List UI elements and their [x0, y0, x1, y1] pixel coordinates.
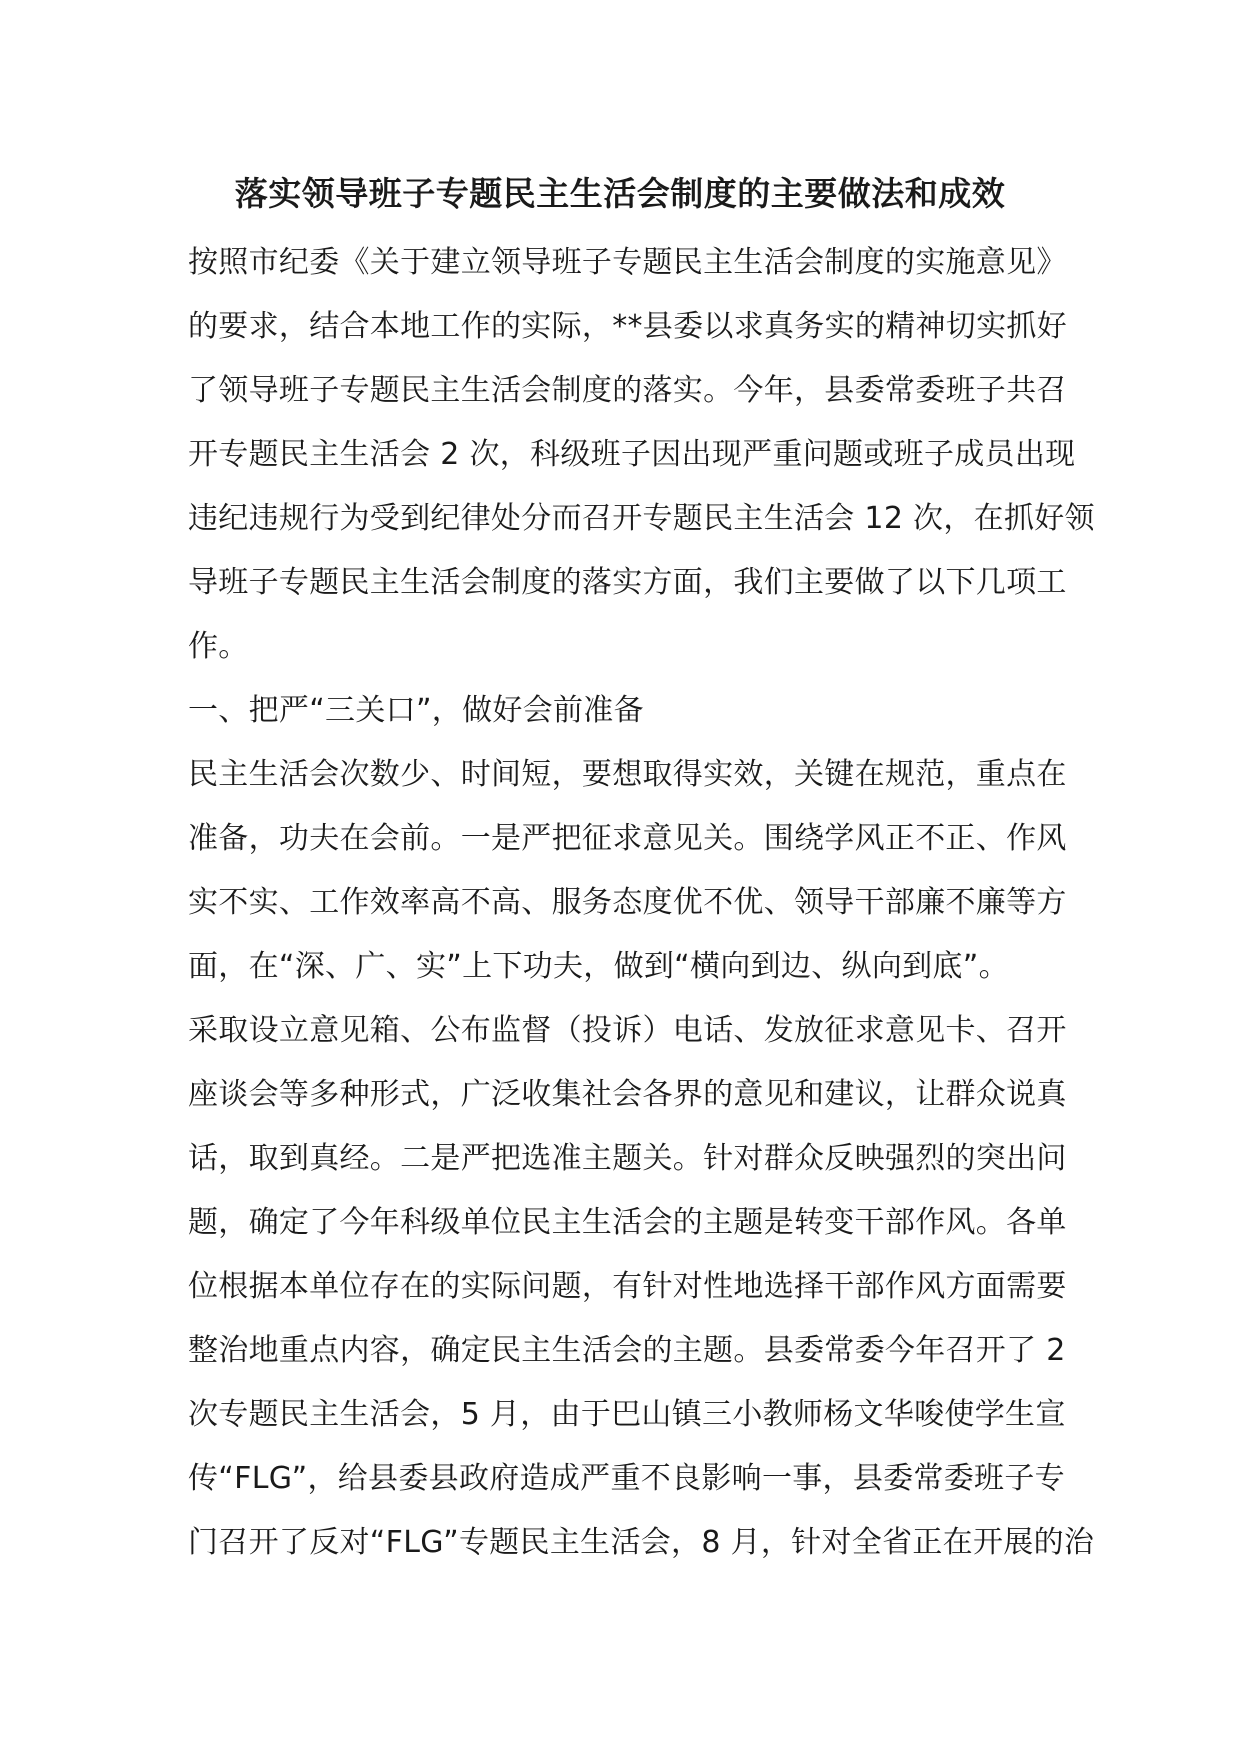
- body-line: 次专题民主生活会，5 月，由于巴山镇三小教师杨文华唆使学生宣: [188, 1397, 1066, 1432]
- body-line: 传“FLG”，给县委县政府造成严重不良影响一事，县委常委班子专: [188, 1461, 1065, 1496]
- body-line: 门召开了反对“FLG”专题民主生活会，8 月，针对全省正在开展的治: [188, 1525, 1095, 1560]
- body-line: 开专题民主生活会 2 次，科级班子因出现严重问题或班子成员出现: [188, 437, 1076, 472]
- body-line: 话，取到真经。二是严把选准主题关。针对群众反映强烈的突出问: [188, 1141, 1067, 1176]
- body-line: 整治地重点内容，确定民主生活会的主题。县委常委今年召开了 2: [188, 1333, 1066, 1368]
- body-line: 的要求，结合本地工作的实际，**县委以求真务实的精神切实抓好: [188, 309, 1067, 344]
- body-line: 作。: [188, 629, 249, 664]
- document-title: 落实领导班子专题民主生活会制度的主要做法和成效: [234, 174, 1006, 213]
- section-heading: 一、把严“三关口”，做好会前准备: [188, 693, 644, 728]
- body-line: 导班子专题民主生活会制度的落实方面，我们主要做了以下几项工: [188, 565, 1067, 600]
- body-line: 采取设立意见箱、公布监督（投诉）电话、发放征求意见卡、召开: [188, 1013, 1067, 1048]
- body-line: 了领导班子专题民主生活会制度的落实。今年，县委常委班子共召: [188, 373, 1067, 408]
- body-line: 按照市纪委《关于建立领导班子专题民主生活会制度的实施意见》: [188, 245, 1067, 280]
- body-line: 面，在“深、广、实”上下功夫，做到“横向到边、纵向到底”。: [188, 949, 1009, 984]
- body-line: 题，确定了今年科级单位民主生活会的主题是转变干部作风。各单: [188, 1205, 1067, 1240]
- body-line: 座谈会等多种形式，广泛收集社会各界的意见和建议，让群众说真: [188, 1077, 1067, 1112]
- body-line: 位根据本单位存在的实际问题，有针对性地选择干部作风方面需要: [188, 1269, 1067, 1304]
- body-line: 违纪违规行为受到纪律处分而召开专题民主生活会 12 次，在抓好领: [188, 501, 1095, 536]
- body-line: 民主生活会次数少、时间短，要想取得实效，关键在规范，重点在: [188, 757, 1067, 792]
- body-line: 准备，功夫在会前。一是严把征求意见关。围绕学风正不正、作风: [188, 821, 1067, 856]
- body-line: 实不实、工作效率高不高、服务态度优不优、领导干部廉不廉等方: [188, 885, 1067, 920]
